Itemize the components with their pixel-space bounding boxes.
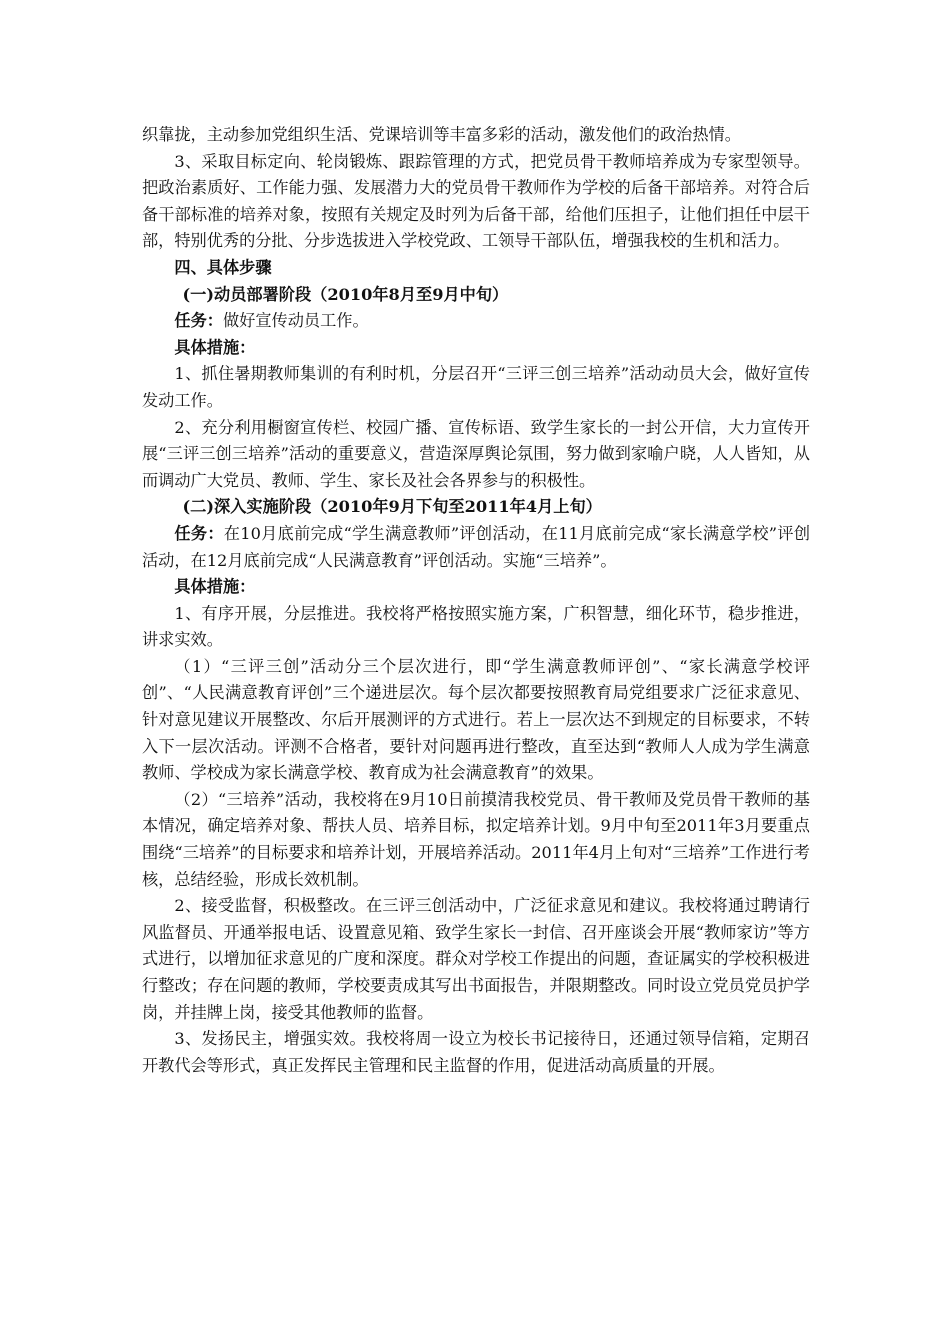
stage-heading-2: (二)深入实施阶段（2010年9月下旬至2011年4月上旬） (182, 497, 602, 517)
measures-label: 具体措施： (174, 577, 256, 597)
stage-1-measure-1: 1、抓住暑期教师集训的有利时机，分层召开“三评三创三培养”活动动员大会，做好宣传发动工作。 (142, 364, 810, 410)
stage-2-measure-1-sub-1: （1）“三评三创”活动分三个层次进行，即“学生满意教师评创”、“家长满意学校评创”、“人民满意教育评创”三个递进层次。每个层次都要按照教育局党组要求广泛征求意见、针对意见建议开展整改、尔后开展测评的方式进行。若上一层次达不到规定的目标要求，不转入下一层次活动。评测不合格者，要针对问题再进行整改，直至达到“教师人人成为学生满意教师、学校成为家长满意学校、教育成为社会满意教育”的效果。 (142, 656, 810, 783)
document-page (142, 122, 810, 1079)
stage-2-task (142, 521, 810, 574)
measures-label: 具体措施： (174, 337, 256, 357)
paragraph-item-3: 3、采取目标定向、轮岗锻炼、跟踪管理的方式，把党员骨干教师培养成为专家型领导。把政治素质好、工作能力强、发展潜力大的党员骨干教师作为学校的后备干部培养。对符合后备干部标准的培养对象，按照有关规定及时列为后备干部，给他们压担子，让他们担任中层干部，特别优秀的分批、分步选拔进入学校党政、工领导干部队伍，增强我校的生机和活力。 (142, 151, 810, 251)
stage-2-measure-3: 3、发扬民主，增强实效。我校将周一设立为校长书记接待日，还通过领导信箱，定期召开教代会等形式，真正发挥民主管理和民主监督的作用，促进活动高质量的开展。 (142, 1029, 810, 1075)
task-text: 在10月底前完成“学生满意教师”评创活动，在11月底前完成“家长满意学校”评创活动，在12月底前完成“人民满意教育”评创活动。实施“三培养”。 (142, 523, 811, 570)
section-heading-steps: 四、具体步骤 (174, 257, 272, 277)
task-text: 做好宣传动员工作。 (222, 311, 369, 331)
stage-2-measure-2: 2、接受监督，积极整改。在三评三创活动中，广泛征求意见和建议。我校将通过聘请行风监督员、开通举报电话、设置意见箱、致学生家长一封信、召开座谈会开展“教师家访”等方式进行，以增加征求意见的广度和深度。群众对学校工作提出的问题，查证属实的学校积极进行整改；存在问题的教师，学校要责成其写出书面报告，并限期整改。同时设立党员党员护学岗，并挂牌上岗，接受其他教师的监督。 (142, 896, 810, 1022)
stage-2-measure-1-sub-2: （2）“三培养”活动，我校将在9月10日前摸清我校党员、骨干教师及党员骨干教师的基本情况，确定培养对象、帮扶人员、培养目标，拟定培养计划。9月中旬至2011年3月要重点围绕“三培养”的目标要求和培养计划，开展培养活动。2011年4月上旬对“三培养”工作进行考核，总结经验，形成长效机制。 (142, 789, 810, 889)
stage-1-task (142, 308, 810, 335)
task-label: 任务： (174, 311, 223, 331)
stage-heading-1: (一)动员部署阶段（2010年8月至9月中旬） (182, 284, 509, 304)
stage-2-measure-1: 1、有序开展，分层推进。我校将严格按照实施方案，广积智慧，细化环节，稳步推进，讲求实效。 (142, 603, 810, 650)
paragraph-continuation: 织靠拢，主动参加党组织生活、党课培训等丰富多彩的活动，激发他们的政治热情。 (142, 125, 741, 144)
stage-1-measure-2: 2、充分利用橱窗宣传栏、校园广播、宣传标语、致学生家长的一封公开信，大力宣传开展“三评三创三培养”活动的重要意义，营造深厚舆论氛围，努力做到家喻户晓，人人皆知，从而调动广大党员、教师、学生、家长及社会各界参与的积极性。 (142, 417, 810, 490)
task-label: 任务： (174, 523, 224, 543)
